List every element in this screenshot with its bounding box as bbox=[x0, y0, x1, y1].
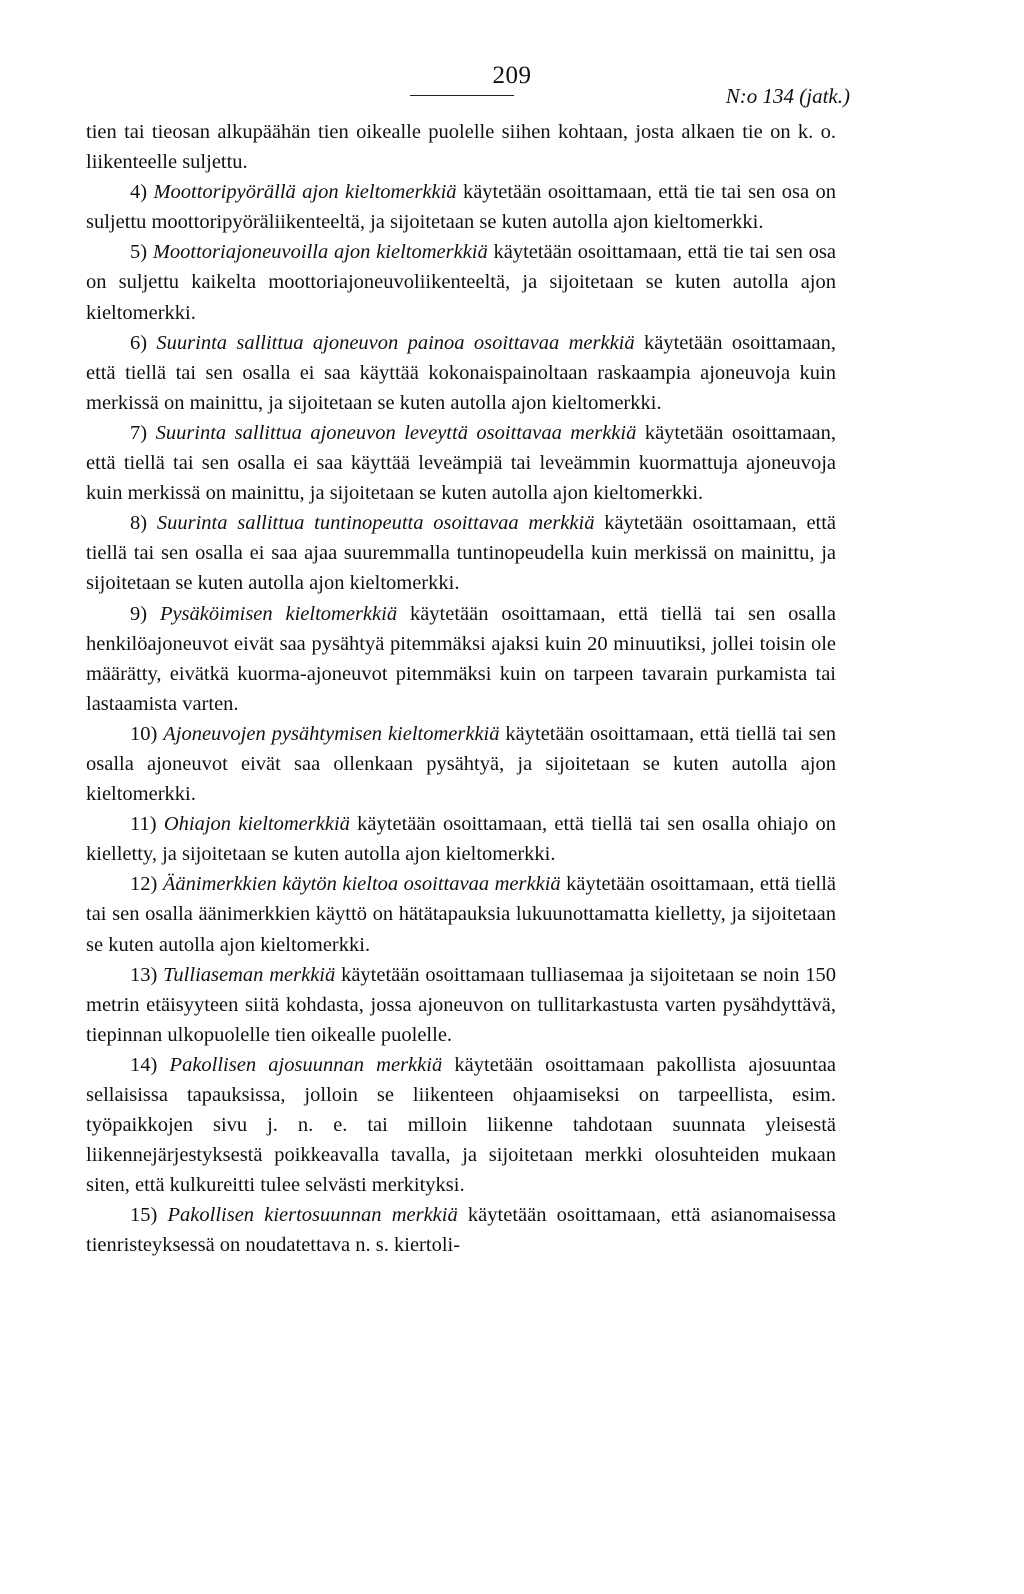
paragraph-text: käytetään osoittamaan, että tiellä tai sen osalla ei saa käyttää kokonaispainoltaan raskaampia ajoneuvoja kuin merkissä on mainittu, ja sijoitetaan se kuten autolla ajon kieltomerkki. bbox=[86, 331, 837, 414]
numbered-paragraph bbox=[86, 418, 836, 508]
sign-title: Moottoripyörällä ajon kieltomerkkiä bbox=[153, 181, 457, 204]
sign-title: Suurinta sallittua ajoneuvon painoa osoittavaa merkkiä bbox=[156, 331, 635, 354]
paragraph-number: 9) bbox=[130, 602, 148, 625]
document-reference: N:o 134 (jatk.) bbox=[725, 84, 850, 108]
sign-title: Moottoriajoneuvoilla ajon kieltomerkkiä bbox=[152, 241, 488, 264]
paragraph-number: 6) bbox=[130, 331, 148, 354]
body-text bbox=[86, 117, 836, 1261]
numbered-paragraph-list bbox=[86, 177, 836, 1260]
continuation-paragraph: tien tai tieosan alkupäähän tien oikealle puolelle siihen kohtaan, josta alkaen tie on k. o. liikenteelle suljettu. bbox=[86, 121, 836, 174]
numbered-paragraph bbox=[86, 869, 836, 959]
paragraph-text: käytetään osoittamaan, että tie tai sen osa on suljettu moottoripyöräliikenteeltä, ja sijoitetaan se kuten autolla ajon kieltomerkki. bbox=[86, 181, 836, 234]
paragraph-number: 13) bbox=[130, 963, 158, 986]
paragraph-text: käytetään osoittamaan, että tiellä tai sen osalla ohiajo on kielletty, ja sijoitetaan se kuten autolla ajon kieltomerkki. bbox=[86, 813, 837, 866]
paragraph-text: käytetään osoittamaan, että tiellä tai sen osalla ajoneuvot eivät saa ollenkaan pysähtyä, ja sijoitetaan se kuten autolla ajon kieltomerkki. bbox=[86, 722, 837, 806]
paragraph-text: käytetään osoittamaan, että tiellä tai sen osalla ei saa ajaa suuremmalla tuntinopeudella kuin merkissä on mainittu, ja sijoitetaan se kuten autolla ajon kieltomerkki. bbox=[86, 512, 837, 595]
sign-title: Suurinta sallittua ajoneuvon leveyttä osoittavaa merkkiä bbox=[155, 421, 637, 444]
paragraph-text: käytetään osoittamaan tulliasemaa ja sijoitetaan se noin 150 metrin etäisyyteen siitä kohdasta, jossa ajoneuvon on tullitarkastusta varten pysähdyttävä, tiepinnan ulkopuolelle tien oikealle puolelle. bbox=[86, 963, 837, 1046]
paragraph-number: 4) bbox=[130, 181, 148, 204]
paragraph-number: 14) bbox=[130, 1053, 158, 1076]
sign-title: Tulliaseman merkkiä bbox=[163, 963, 336, 986]
numbered-paragraph bbox=[86, 1200, 836, 1260]
paragraph-number: 10) bbox=[130, 722, 158, 745]
paragraph-number: 5) bbox=[130, 241, 148, 264]
sign-title: Ohiajon kieltomerkkiä bbox=[163, 813, 350, 836]
paragraph-text: käytetään osoittamaan, että tie tai sen osa on suljettu kaikelta moottoriajoneuvoliikenteeltä, ja sijoitetaan se kuten autolla ajon kieltomerkki. bbox=[86, 241, 837, 324]
numbered-paragraph bbox=[86, 328, 836, 418]
paragraph-text: käytetään osoittamaan pakollista ajosuuntaa sellaisissa tapauksissa, jolloin se liikenteen ohjaamiseksi on tarpeellista, esim. työpaikkojen sivu j. n. e. tai milloin liikenne tahdotaan suunnata yleisestä liikennejärjestyksestä poikkeavalla tavalla, ja sijoitetaan merkki olosuhteiden mukaan siten, että kulkureitti tulee selvästi merkityksi. bbox=[86, 1053, 837, 1197]
paragraph-text: käytetään osoittamaan, että tiellä tai sen osalla ei saa käyttää leveämpiä tai leveämmin kuormattuja ajoneuvoja kuin merkissä on mainittu, ja sijoitetaan se kuten autolla ajon kieltomerkki. bbox=[86, 421, 837, 505]
sign-title: Pakollisen ajosuunnan merkkiä bbox=[169, 1053, 443, 1076]
numbered-paragraph bbox=[86, 960, 836, 1050]
paragraph-number: 11) bbox=[130, 813, 157, 836]
paragraph-number: 8) bbox=[130, 512, 148, 535]
paragraph-text: käytetään osoittamaan, että tiellä tai sen osalla äänimerkkien käyttö on hätätapauksia lukuunottamatta kielletty, ja sijoitetaan se kuten autolla ajon kieltomerkki. bbox=[86, 873, 837, 956]
numbered-paragraph bbox=[86, 177, 836, 237]
paragraph-text: käytetään osoittamaan, että asianomaisessa tienristeyksessä on noudatettava n. s. kiertoli- bbox=[86, 1204, 837, 1257]
paragraph-number: 7) bbox=[130, 421, 148, 444]
paragraph-text: käytetään osoittamaan, että tiellä tai sen osalla henkilöajoneuvot eivät saa pysähtyä pitemmäksi ajaksi kuin 20 minuutiksi, jollei toisin ole määrätty, eivätkä kuorma-ajoneuvot pitemmäksi kuin on tarpeen tavarain purkamista tai lastaamista varten. bbox=[86, 602, 837, 715]
paragraph-number: 12) bbox=[130, 873, 158, 896]
numbered-paragraph bbox=[86, 809, 836, 869]
paragraph-number: 15) bbox=[130, 1204, 158, 1227]
sign-title: Ajoneuvojen pysähtymisen kieltomerkkiä bbox=[163, 722, 500, 745]
numbered-paragraph bbox=[86, 719, 836, 809]
sign-title: Äänimerkkien käytön kieltoa osoittavaa merkkiä bbox=[162, 873, 561, 896]
numbered-paragraph bbox=[86, 237, 836, 327]
sign-title: Pysäköimisen kieltomerkkiä bbox=[159, 602, 398, 625]
page-number-rule bbox=[410, 95, 514, 96]
sign-title: Suurinta sallittua tuntinopeutta osoittavaa merkkiä bbox=[156, 512, 595, 535]
numbered-paragraph bbox=[86, 1050, 836, 1200]
page-number: 209 bbox=[492, 62, 532, 89]
numbered-paragraph bbox=[86, 508, 836, 598]
numbered-paragraph bbox=[86, 599, 836, 719]
sign-title: Pakollisen kiertosuunnan merkkiä bbox=[167, 1204, 458, 1227]
